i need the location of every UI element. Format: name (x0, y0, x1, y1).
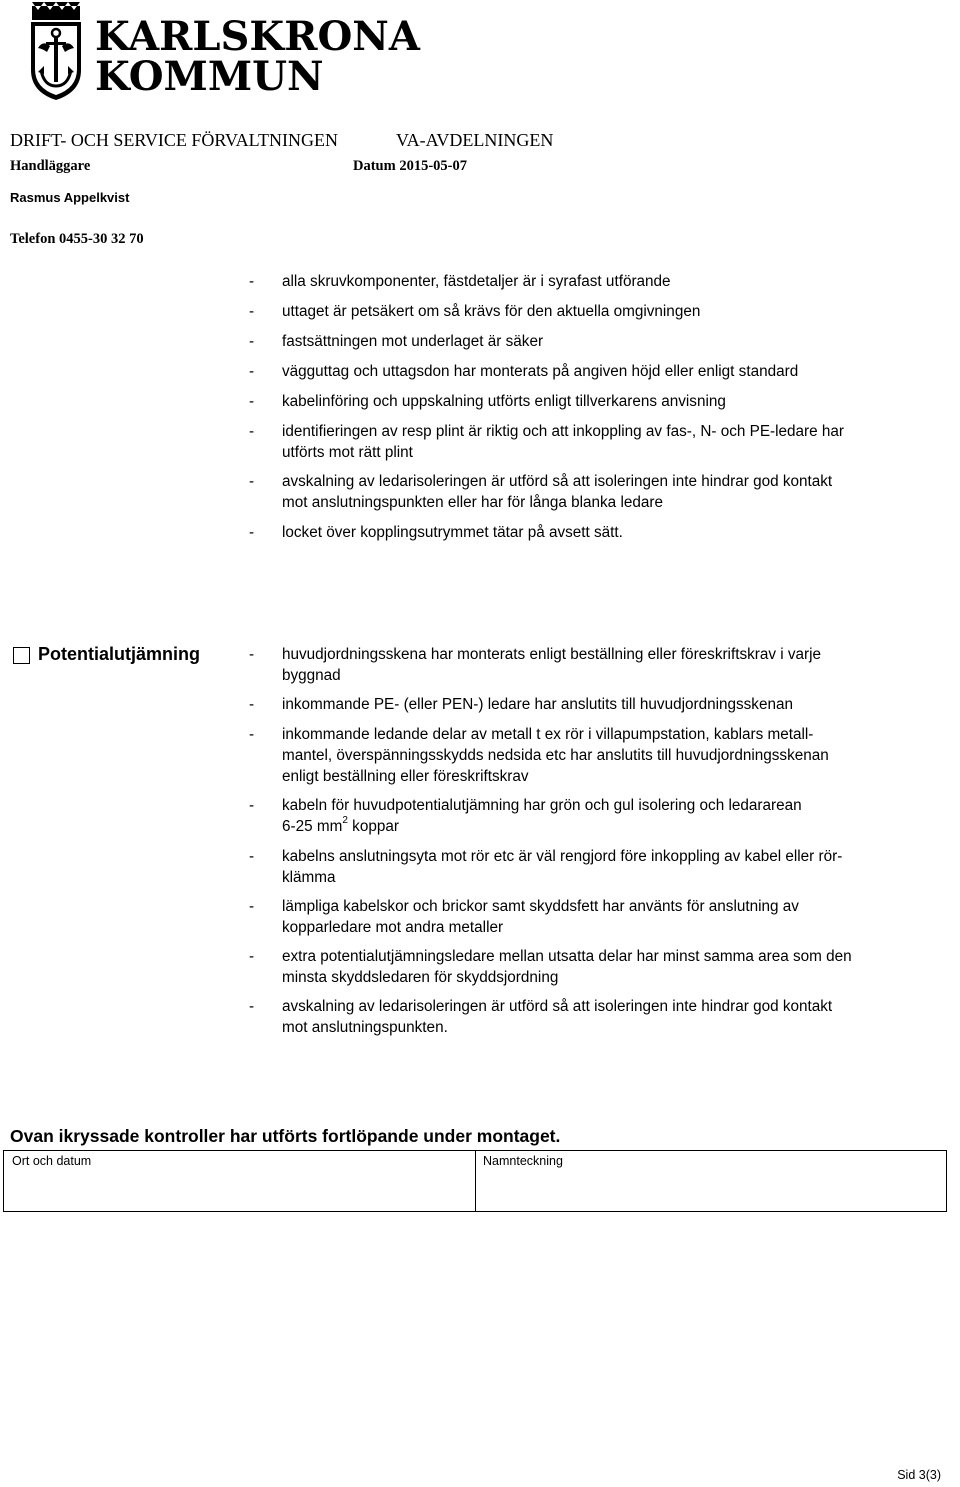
list-item-text: kabelns anslutningsyta mot rör etc är väl rengjord före inkoppling av kabel eller rör- (282, 848, 843, 865)
list-dash: - (249, 948, 255, 965)
list-item-text: klämma (282, 869, 336, 886)
list-item-text: mot anslutningspunkten. (282, 1019, 448, 1036)
list-item-text: avskalning av ledarisoleringen är utförd så att isoleringen inte hindrar god kontakt (282, 998, 833, 1015)
list-item-text: kabelinföring och uppskalning utförts enligt tillverkarens anvisning (282, 393, 726, 410)
potential-equalization-checkbox[interactable] (13, 647, 30, 664)
list-item-text: enligt beställning eller föreskriftskrav (282, 768, 529, 785)
unit-exponent: 2 (342, 814, 348, 826)
list-item-text: byggnad (282, 667, 341, 684)
phone-number: Telefon 0455-30 32 70 (10, 231, 144, 247)
list-dash: - (249, 646, 255, 663)
brand-name-line1: KARLSKRONA (95, 13, 420, 60)
handler-name: Rasmus Appelkvist (10, 190, 130, 205)
list-item-text: extra potentialutjämningsledare mellan utsatta delar har minst samma area som den (282, 948, 852, 965)
section-title: Potentialutjämning (38, 644, 200, 664)
municipality-logo (26, 0, 420, 104)
list-dash: - (249, 797, 255, 814)
list-item-text: uttaget är petsäkert om så krävs för den aktuella omgivningen (282, 303, 701, 320)
list-item-text: locket över kopplingsutrymmet tätar på avsett sätt. (282, 524, 623, 541)
conductor-size: 6-25 mm (282, 818, 343, 835)
signature-table (3, 1150, 947, 1212)
place-date-label: Ort och datum (12, 1154, 92, 1168)
list-item-text: kabeln för huvudpotentialutjämning har grön och gul isolering och ledararean (282, 797, 802, 814)
list-item-text (282, 814, 399, 838)
list-dash: - (249, 303, 255, 320)
list-dash: - (249, 363, 255, 380)
list-item-text: inkommande PE- (eller PEN-) ledare har anslutits till huvudjordningsskenan (282, 696, 793, 713)
list-item-text: mantel, överspänningsskydds nedsida etc har anslutits till huvudjordningsskenan (282, 747, 829, 764)
list-dash: - (249, 524, 255, 541)
list-dash: - (249, 333, 255, 350)
list-item-text: lämpliga kabelskor och brickor samt skyddsfett har använts för anslutning av (282, 898, 799, 915)
handler-label: Handläggare (10, 158, 91, 174)
list-item-text: identifieringen av resp plint är riktig och att inkoppling av fas-, N- och PE-ledare har (282, 423, 845, 440)
place-date-field[interactable] (4, 1169, 474, 1211)
department-name: DRIFT- OCH SERVICE FÖRVALTNINGEN (10, 130, 338, 150)
list-item-text: utförts mot rätt plint (282, 444, 413, 461)
signature-field[interactable] (477, 1169, 945, 1211)
unit-name: VA-AVDELNINGEN (396, 130, 554, 150)
list-item-text: mot anslutningspunkten eller har för långa blanka ledare (282, 494, 663, 511)
list-item-text: inkommande ledande delar av metall t ex rör i villapumpstation, kablars metall- (282, 726, 814, 743)
list-dash: - (249, 423, 255, 440)
date-label: Datum 2015-05-07 (353, 158, 467, 174)
list-item-text: avskalning av ledarisoleringen är utförd så att isoleringen inte hindrar god kontakt (282, 473, 833, 490)
completion-statement: Ovan ikryssade kontroller har utförts fortlöpande under montaget. (10, 1126, 561, 1146)
brand-name-line2: KOMMUN (95, 53, 324, 100)
list-dash: - (249, 696, 255, 713)
list-dash: - (249, 998, 255, 1015)
list-dash: - (249, 393, 255, 410)
list-item-text: kopparledare mot andra metaller (282, 919, 504, 936)
list-dash: - (249, 848, 255, 865)
list-dash: - (249, 726, 255, 743)
signature-label: Namnteckning (483, 1154, 563, 1168)
list-dash: - (249, 273, 255, 290)
list-item-text: fastsättningen mot underlaget är säker (282, 333, 544, 350)
coat-of-arms-icon (26, 0, 86, 102)
list-item-text: vägguttag och uttagsdon har monterats på angiven höjd eller enligt standard (282, 363, 799, 380)
page-number: Sid 3(3) (897, 1468, 941, 1482)
list-item-text: huvudjordningsskena har monterats enligt beställning eller föreskriftskrav i varje (282, 646, 822, 663)
conductor-material: koppar (347, 818, 399, 835)
list-item-text: minsta skyddsledaren för skyddsjordning (282, 969, 559, 986)
list-dash: - (249, 473, 255, 490)
list-dash: - (249, 898, 255, 915)
list-item-text: alla skruvkomponenter, fästdetaljer är i syrafast utförande (282, 273, 671, 290)
